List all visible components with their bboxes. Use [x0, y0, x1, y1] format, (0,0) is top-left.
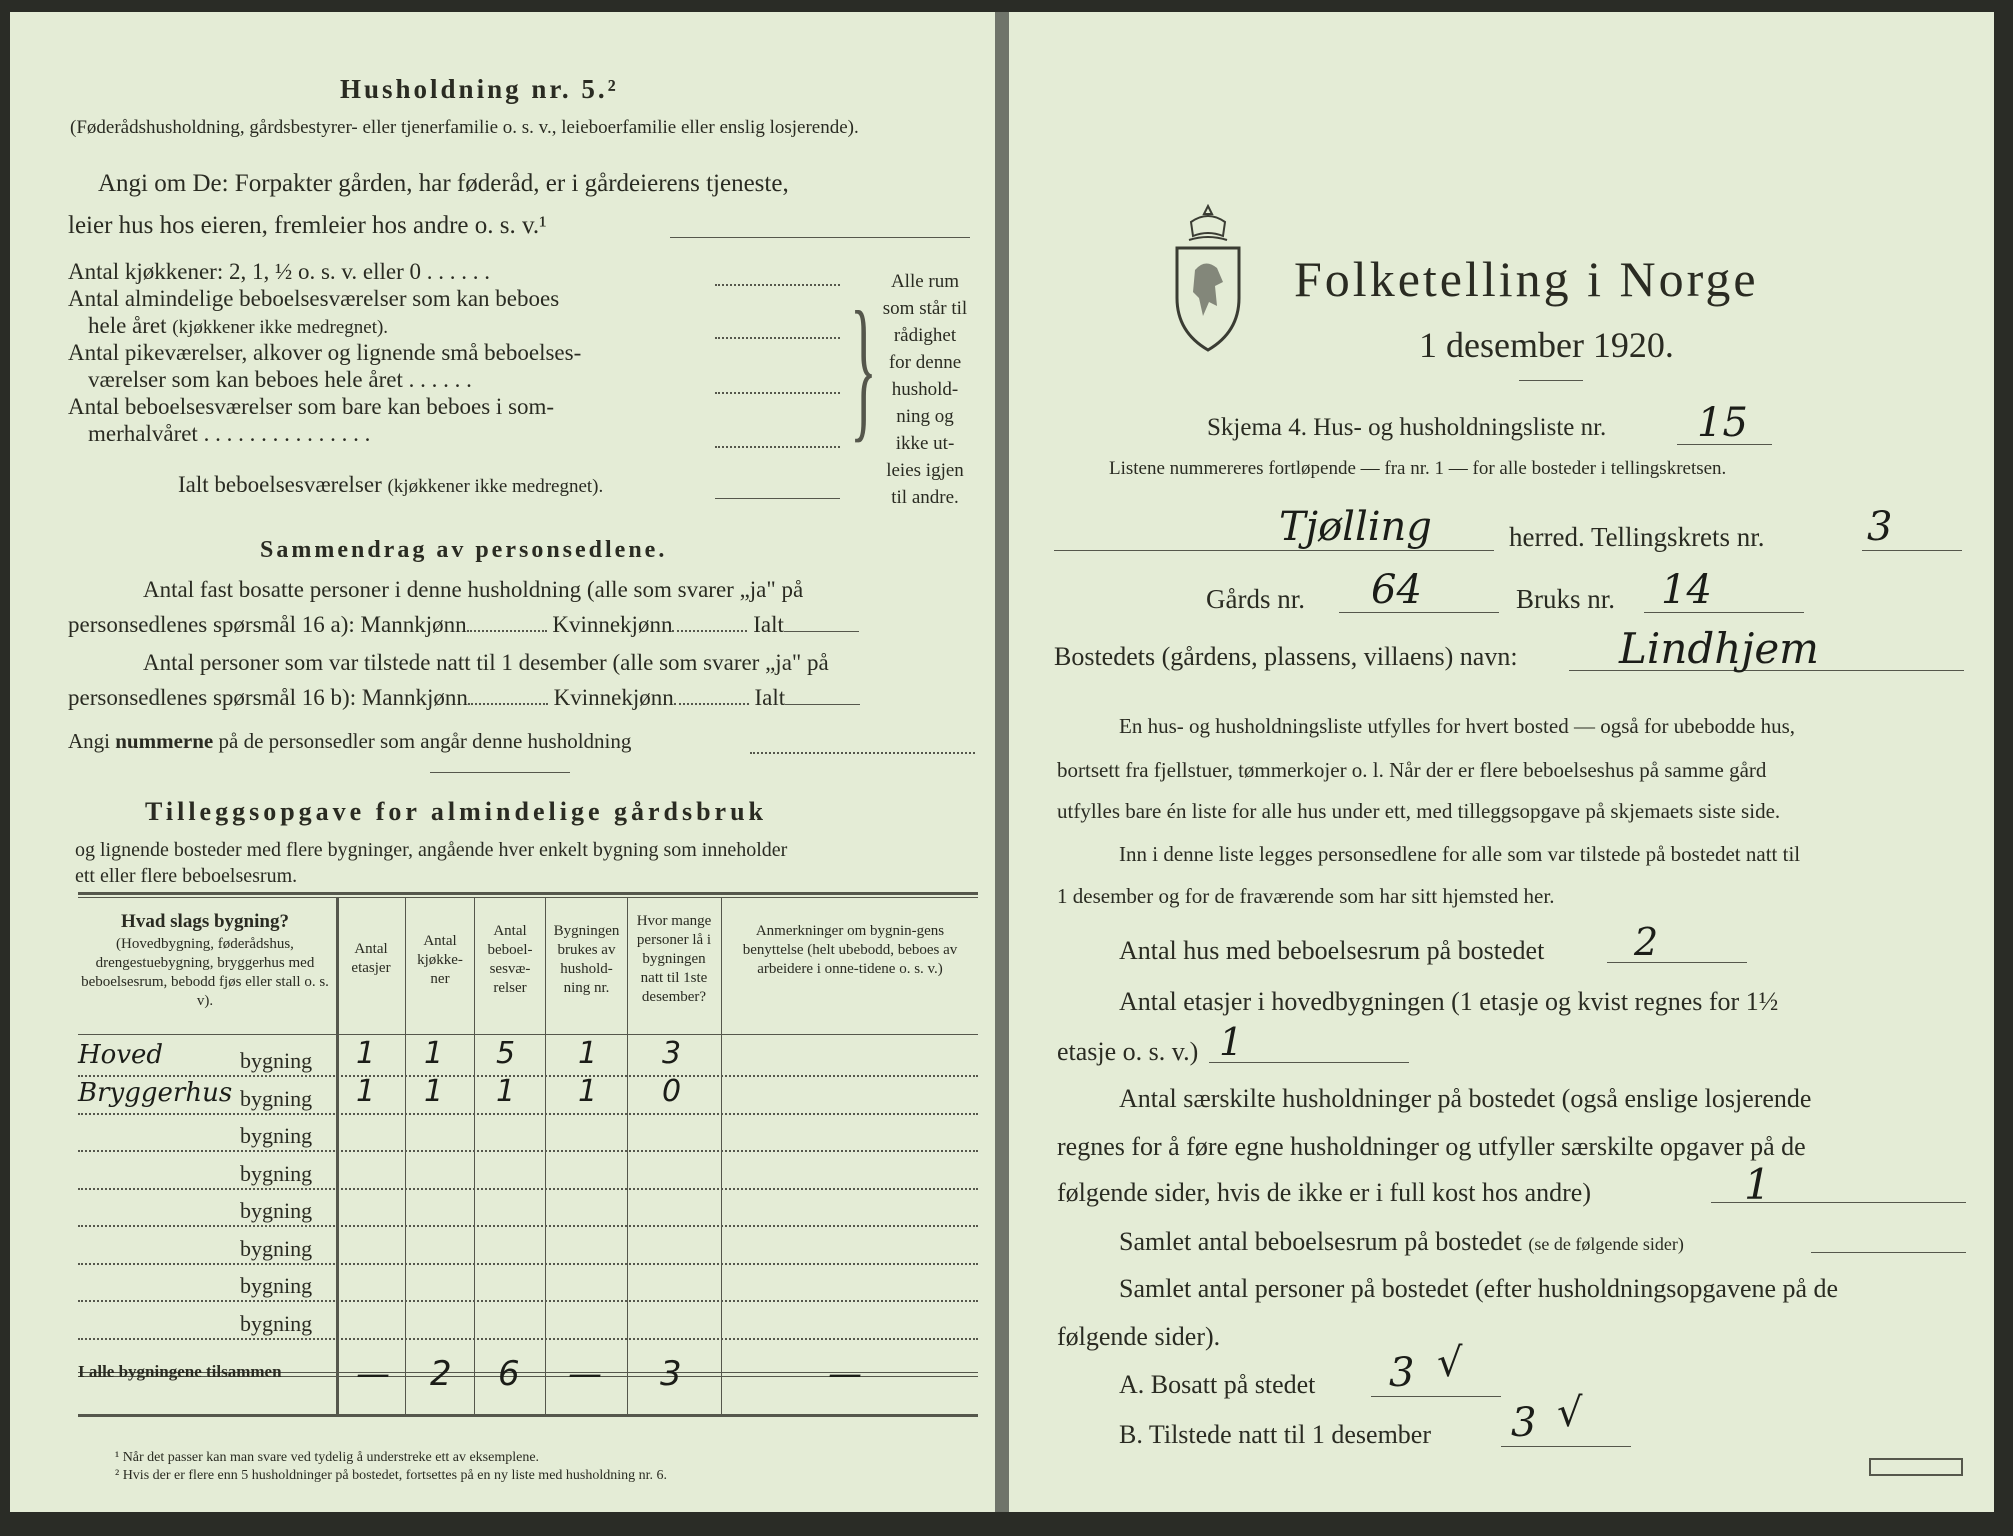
bosted-label: Bostedets (gårdens, plassens, villaens) navn: — [1054, 642, 1518, 671]
instruction-5: 1 desember og for de fraværende som har sitt hjemsted her. — [1057, 884, 1555, 908]
ordinary-rooms-label-1: Antal almindelige beboelsesværelser som kan beboes — [68, 286, 560, 311]
building-suffix: bygning — [240, 1123, 313, 1148]
ordinary-answer-line — [715, 337, 840, 339]
herred-label: herred. Tellingskrets nr. — [1509, 522, 1765, 552]
tilstede-value: 3 — [1511, 1400, 1537, 1446]
total-kitchens: 2 — [430, 1354, 452, 1394]
gards-label: Gårds nr. — [1206, 584, 1305, 614]
samlet-rom-label: Samlet antal beboelsesrum på bostedet (se de følgende sider) — [1119, 1227, 1684, 1256]
samlet-rom-line — [1811, 1252, 1966, 1253]
total-rooms: 6 — [498, 1354, 520, 1394]
right-page — [1009, 12, 1994, 1512]
brace: } — [850, 278, 877, 456]
title-divider — [1519, 380, 1583, 381]
bosatt-value: 3 — [1389, 1350, 1415, 1396]
building-suffix: bygning — [240, 1160, 313, 1186]
summer-rooms-label-1: Antal beboelsesværelser som bare kan beboes i som- — [68, 394, 555, 419]
printer-stamp — [1869, 1458, 1963, 1476]
cell-persons: 0 — [662, 1073, 682, 1109]
maid-answer-line — [715, 392, 840, 394]
cell-household: 1 — [578, 1073, 598, 1109]
household-title: Husholdning nr. 5.² — [340, 74, 619, 104]
bosted-value: Lindhjem — [1619, 624, 1820, 673]
col-rooms-header: Antal beboel-sesvæ-relser — [487, 923, 533, 996]
col-remarks-header: Anmerkninger om bygnin-gens benyttelse (helt ubebodd, beboes av arbeidere i onne-tidene o. s. v.) — [742, 923, 958, 977]
left-page — [10, 12, 995, 1512]
summary-line-3: Antal personer som var tilstede natt til 1 desember (alle som svarer „ja" på — [143, 650, 829, 675]
numbers-line: Angi nummerne på de personsedler som angår denne husholdning — [68, 729, 632, 753]
numbers-answer-line — [750, 752, 975, 754]
census-title: Folketelling i Norge — [1294, 251, 1759, 307]
table-row — [78, 1305, 978, 1342]
herred-line — [1054, 550, 1494, 551]
hush-label-3: følgende sider, hvis de ikke er i full kost hos andre) — [1057, 1178, 1591, 1207]
bruks-label: Bruks nr. — [1516, 584, 1616, 614]
col-kitchens-header: Antal kjøkke-ner — [417, 933, 463, 987]
instruction-4: Inn i denne liste legges personsedlene for alle som var tilstede på bostedet natt til — [1119, 842, 1801, 866]
household-intro-note: (Føderådshusholdning, gårdsbestyrer- eller tjenerfamilie o. s. v., leieboerfamilie eller enslig losjerende). — [70, 117, 859, 138]
samlet-pers-label-2: følgende sider). — [1057, 1322, 1221, 1351]
total-rooms-label: Ialt beboelsesværelser (kjøkkener ikke medregnet). — [178, 472, 604, 497]
skjema-value: 15 — [1697, 400, 1748, 446]
gards-value: 64 — [1371, 567, 1422, 613]
col-floors-header: Antal etasjer — [351, 941, 391, 976]
coat-of-arms-icon — [1169, 204, 1247, 354]
hush-value: 1 — [1744, 1160, 1771, 1209]
brace-note: Alle rum som står til rådighet for denne hushold- ning og ikke ut- leies igjen til andre. — [882, 271, 968, 508]
building-suffix: bygning — [240, 1310, 313, 1336]
census-date: 1 desember 1920. — [1419, 325, 1674, 365]
col-persons-header: Hvor mange personer lå i bygningen natt til 1ste desember? — [636, 913, 712, 1005]
total-remarks: — — [828, 1354, 862, 1394]
building-name: Bryggerhus — [78, 1077, 233, 1108]
kitchens-answer-line — [715, 284, 840, 286]
table-row — [78, 1267, 978, 1304]
hus-line — [1607, 962, 1747, 963]
summary-line-1: Antal fast bosatte personer i denne husholdning (alle som svarer „ja" på — [143, 577, 804, 602]
etasjer-value: 1 — [1219, 1020, 1244, 1064]
farm-intro-2: ett eller flere beboelsesrum. — [75, 865, 298, 887]
instruction-2: bortsett fra fjellstuer, tømmerkojer o. l. Når der er flere beboelseshus på samme gård — [1057, 758, 1767, 782]
bruks-value: 14 — [1661, 567, 1712, 613]
cell-kitchens: 1 — [424, 1036, 444, 1071]
question-answer-line — [670, 237, 970, 238]
question-line-1: Angi om De: Forpakter gården, har føderåd, er i gårdeierens tjeneste, — [98, 170, 789, 197]
building-suffix: bygning — [240, 1273, 313, 1298]
cell-household: 1 — [578, 1036, 598, 1071]
building-suffix: bygning — [240, 1235, 313, 1261]
table-row — [78, 1155, 978, 1192]
maid-rooms-label-2: værelser som kan beboes hele året . . . . . . — [88, 367, 472, 392]
cell-floors: 1 — [356, 1036, 376, 1071]
cell-persons: 3 — [662, 1036, 682, 1071]
bosatt-label: A. Bosatt på stedet — [1119, 1370, 1316, 1399]
tilstede-label: B. Tilstede natt til 1 desember — [1119, 1420, 1431, 1449]
hus-label: Antal hus med beboelsesrum på bostedet — [1119, 936, 1545, 965]
summer-answer-line — [715, 446, 840, 448]
col-building-header: Hvad slags bygning? (Hovedbygning, føderådshus, drengestuebygning, bryggerhus med beboelsesrum, bebodd fjøs eller stall o. s. v). — [81, 911, 329, 1009]
skjema-label: Skjema 4. Hus- og husholdningsliste nr. — [1207, 414, 1607, 441]
total-household: — — [568, 1354, 602, 1394]
cell-rooms: 5 — [496, 1036, 516, 1071]
tilstede-check-icon: √ — [1557, 1390, 1583, 1436]
numbering-note: Listene nummereres fortløpende — fra nr. 1 — for alle bosteder i tellingskretsen. — [1109, 458, 1727, 479]
hush-label-1: Antal særskilte husholdninger på bostedet (også enslige losjerende — [1119, 1084, 1812, 1113]
krets-value: 3 — [1867, 504, 1893, 550]
col-household-header: Bygningen brukes av hushold-ning nr. — [553, 923, 620, 996]
krets-line — [1862, 550, 1962, 551]
section-divider — [430, 772, 570, 773]
farm-table — [78, 892, 978, 1439]
summary-line-4: personsedlenes spørsmål 16 b): Mannkjønn Kvinnekjønn Ialt — [68, 685, 860, 711]
summary-line-2: personsedlenes spørsmål 16 a): Mannkjønn Kvinnekjønn Ialt — [68, 612, 859, 638]
etasjer-label-2: etasje o. s. v.) — [1057, 1037, 1199, 1066]
bosatt-check-icon: √ — [1437, 1340, 1463, 1386]
instruction-1: En hus- og husholdningsliste utfylles for hvert bosted — også for ubebodde hus, — [1119, 714, 1795, 738]
total-persons: 3 — [660, 1354, 682, 1394]
hush-label-2: regnes for å føre egne husholdninger og utfyller særskilte opgaver på de — [1057, 1132, 1806, 1161]
summer-rooms-label-2: merhalvåret . . . . . . . . . . . . . . . — [88, 421, 371, 446]
building-name: Hoved — [78, 1040, 164, 1070]
farm-intro-1: og lignende bosteder med flere bygninger, angående hver enkelt bygning som inneholder — [75, 839, 788, 861]
samlet-pers-label-1: Samlet antal personer på bostedet (efter husholdningsopgavene på de — [1119, 1274, 1839, 1303]
bosatt-line — [1371, 1396, 1501, 1397]
total-answer-line — [715, 498, 840, 499]
maid-rooms-label-1: Antal pikeværelser, alkover og lignende små beboelses- — [68, 340, 582, 365]
total-floors: — — [356, 1354, 390, 1394]
etasjer-label-1: Antal etasjer i hovedbygningen (1 etasje og kvist regnes for 1½ — [1119, 987, 1779, 1016]
building-suffix: bygning — [240, 1198, 313, 1223]
farm-heading: Tilleggsopgave for almindelige gårdsbruk — [145, 797, 768, 826]
table-row — [78, 1192, 978, 1229]
summary-heading: Sammendrag av personsedlene. — [260, 537, 668, 563]
footnote-1: ¹ Når det passer kan man svare ved tydelig å understreke ett av eksemplene. — [115, 1450, 540, 1465]
cell-floors: 1 — [356, 1073, 376, 1109]
hus-value: 2 — [1634, 920, 1659, 964]
instruction-3: utfylles bare én liste for alle hus under ett, med tilleggsopgave på skjemaets siste side. — [1057, 799, 1781, 823]
table-row — [78, 1230, 978, 1267]
kitchens-label: Antal kjøkkener: 2, 1, ½ o. s. v. eller 0 . . . . . . — [68, 259, 491, 284]
table-row — [78, 1117, 978, 1154]
building-suffix: bygning — [240, 1085, 313, 1111]
footnote-2: ² Hvis der er flere enn 5 husholdninger på bostedet, fortsettes på en ny liste med husholdning nr. 6. — [115, 1468, 668, 1483]
cell-kitchens: 1 — [424, 1073, 444, 1109]
total-row-label: I alle bygningene tilsammen — [78, 1362, 282, 1381]
question-line-2: leier hus hos eieren, fremleier hos andre o. s. v.¹ — [68, 212, 547, 239]
tilstede-line — [1501, 1446, 1631, 1447]
building-suffix: bygning — [240, 1048, 313, 1073]
table-row — [78, 1036, 978, 1079]
herred-value: Tjølling — [1279, 504, 1432, 550]
page-fold — [995, 12, 1009, 1512]
cell-rooms: 1 — [496, 1073, 516, 1109]
ordinary-rooms-label-2: hele året (kjøkkener ikke medregnet). — [88, 313, 389, 338]
table-row — [78, 1073, 978, 1117]
